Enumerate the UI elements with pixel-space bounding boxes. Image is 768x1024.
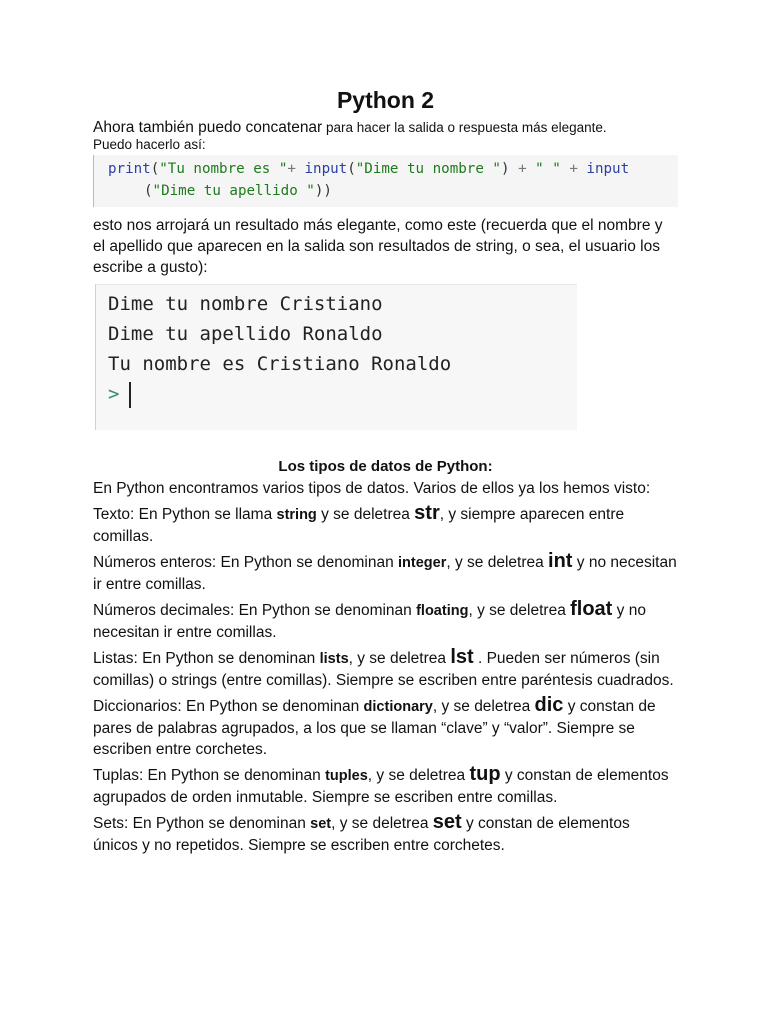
- type-keyword: set: [310, 816, 332, 832]
- code-token: input: [304, 161, 348, 177]
- code-token: ): [500, 161, 510, 177]
- type-keyword: lists: [319, 651, 349, 667]
- type-abbreviation: str: [414, 502, 440, 524]
- type-text: , y se deletrea: [432, 698, 535, 715]
- type-text: , y se deletrea: [446, 554, 549, 571]
- type-text: , y se deletrea: [348, 650, 451, 667]
- type-text: y constan de elementos agrupados de orden inmutable. Siempre se escriben entre comillas.: [93, 767, 669, 806]
- type-keyword: dictionary: [363, 699, 433, 715]
- type-abbreviation: tup: [469, 763, 501, 785]
- types-list: [93, 478, 678, 856]
- type-text: Sets: En Python se denominan: [93, 815, 311, 832]
- type-text: . Pueden ser números (sin comillas) o strings (entre comillas). Siempre se escriben entre paréntesis cuadrados.: [93, 650, 674, 689]
- types-intro: En Python encontramos varios tipos de datos. Varios de ellos ya los hemos visto:: [93, 480, 651, 497]
- type-keyword: tuples: [325, 768, 368, 784]
- type-text: y no necesitan ir entre comillas.: [93, 602, 646, 641]
- prompt-icon: >: [108, 383, 120, 405]
- type-abbreviation: int: [548, 550, 573, 572]
- section-heading: Los tipos de datos de Python:: [278, 458, 493, 475]
- console-output: [95, 284, 577, 430]
- type-abbreviation: float: [570, 598, 613, 620]
- type-keyword: string: [276, 507, 317, 523]
- code-token: "Tu nombre es ": [159, 161, 288, 177]
- code-token: +: [518, 161, 527, 177]
- code-token: (: [347, 161, 356, 177]
- console-prompt-line[interactable]: [108, 379, 577, 409]
- code-token: input: [586, 161, 630, 177]
- type-item-floating: [93, 600, 678, 643]
- type-text: Texto: En Python se llama: [93, 506, 277, 523]
- type-item-dictionary: [93, 696, 678, 760]
- type-text: , y se deletrea: [331, 815, 433, 832]
- type-item-lists: [93, 648, 678, 691]
- type-abbreviation: lst: [450, 646, 474, 668]
- code-token: "Dime tu apellido ": [152, 183, 315, 199]
- code-block: [93, 155, 678, 207]
- type-text: , y se deletrea: [468, 602, 571, 619]
- intro-rest: para hacer la salida o respuesta más elegante.: [322, 120, 607, 135]
- type-text: y no necesitan ir entre comillas.: [93, 554, 677, 593]
- code-token: +: [287, 161, 296, 177]
- result-paragraph: esto nos arrojará un resultado más elegante, como este (recuerda que el nombre y el apellido que aparecen en la salida son resultados de string, o sea, el usuario los escribe a gusto):: [93, 217, 663, 276]
- code-token: "Dime tu nombre ": [355, 161, 501, 177]
- code-token: (: [150, 161, 160, 177]
- code-line-1: [108, 158, 674, 180]
- intro-line2: Puedo hacerlo así:: [93, 137, 206, 152]
- console-line-3: Tu nombre es Cristiano Ronaldo: [108, 353, 452, 375]
- type-item-tuples: [93, 765, 678, 808]
- type-text: y constan de pares de palabras agrupados, a los que se llaman “clave” y “valor”. Siempre se escriben entre corchetes.: [93, 698, 656, 758]
- console-line-1: Dime tu nombre Cristiano: [108, 293, 383, 315]
- type-text: Listas: En Python se denominan: [93, 650, 320, 667]
- page-title: Python 2: [336, 87, 435, 113]
- type-text: Tuplas: En Python se denominan: [93, 767, 326, 784]
- type-keyword: floating: [416, 603, 469, 619]
- type-abbreviation: set: [432, 811, 462, 833]
- type-text: Números decimales: En Python se denominan: [93, 602, 417, 619]
- console-line-2: Dime tu apellido Ronaldo: [108, 323, 383, 345]
- type-text: y constan de elementos únicos y no repetidos. Siempre se escriben entre corchetes.: [93, 815, 630, 854]
- type-item-string: [93, 504, 678, 547]
- type-item-integer: [93, 552, 678, 595]
- code-token: (: [144, 183, 153, 199]
- text-cursor: [129, 382, 131, 408]
- code-line-2: [108, 180, 674, 202]
- type-text: , y siempre aparecen entre comillas.: [93, 506, 625, 545]
- document-page: [93, 86, 678, 856]
- code-token: print: [108, 161, 151, 177]
- intro-lead: Ahora también puedo concatenar: [93, 119, 323, 136]
- code-token: " ": [535, 161, 561, 177]
- type-text: , y se deletrea: [367, 767, 470, 784]
- type-text: Números enteros: En Python se denominan: [93, 554, 399, 571]
- code-token: +: [569, 161, 578, 177]
- type-keyword: integer: [398, 555, 447, 571]
- code-token: )): [314, 183, 332, 199]
- intro-paragraph: [93, 118, 678, 137]
- type-abbreviation: dic: [534, 694, 564, 716]
- type-text: Diccionarios: En Python se denominan: [93, 698, 364, 715]
- type-item-set: [93, 813, 678, 856]
- type-text: y se deletrea: [316, 506, 415, 523]
